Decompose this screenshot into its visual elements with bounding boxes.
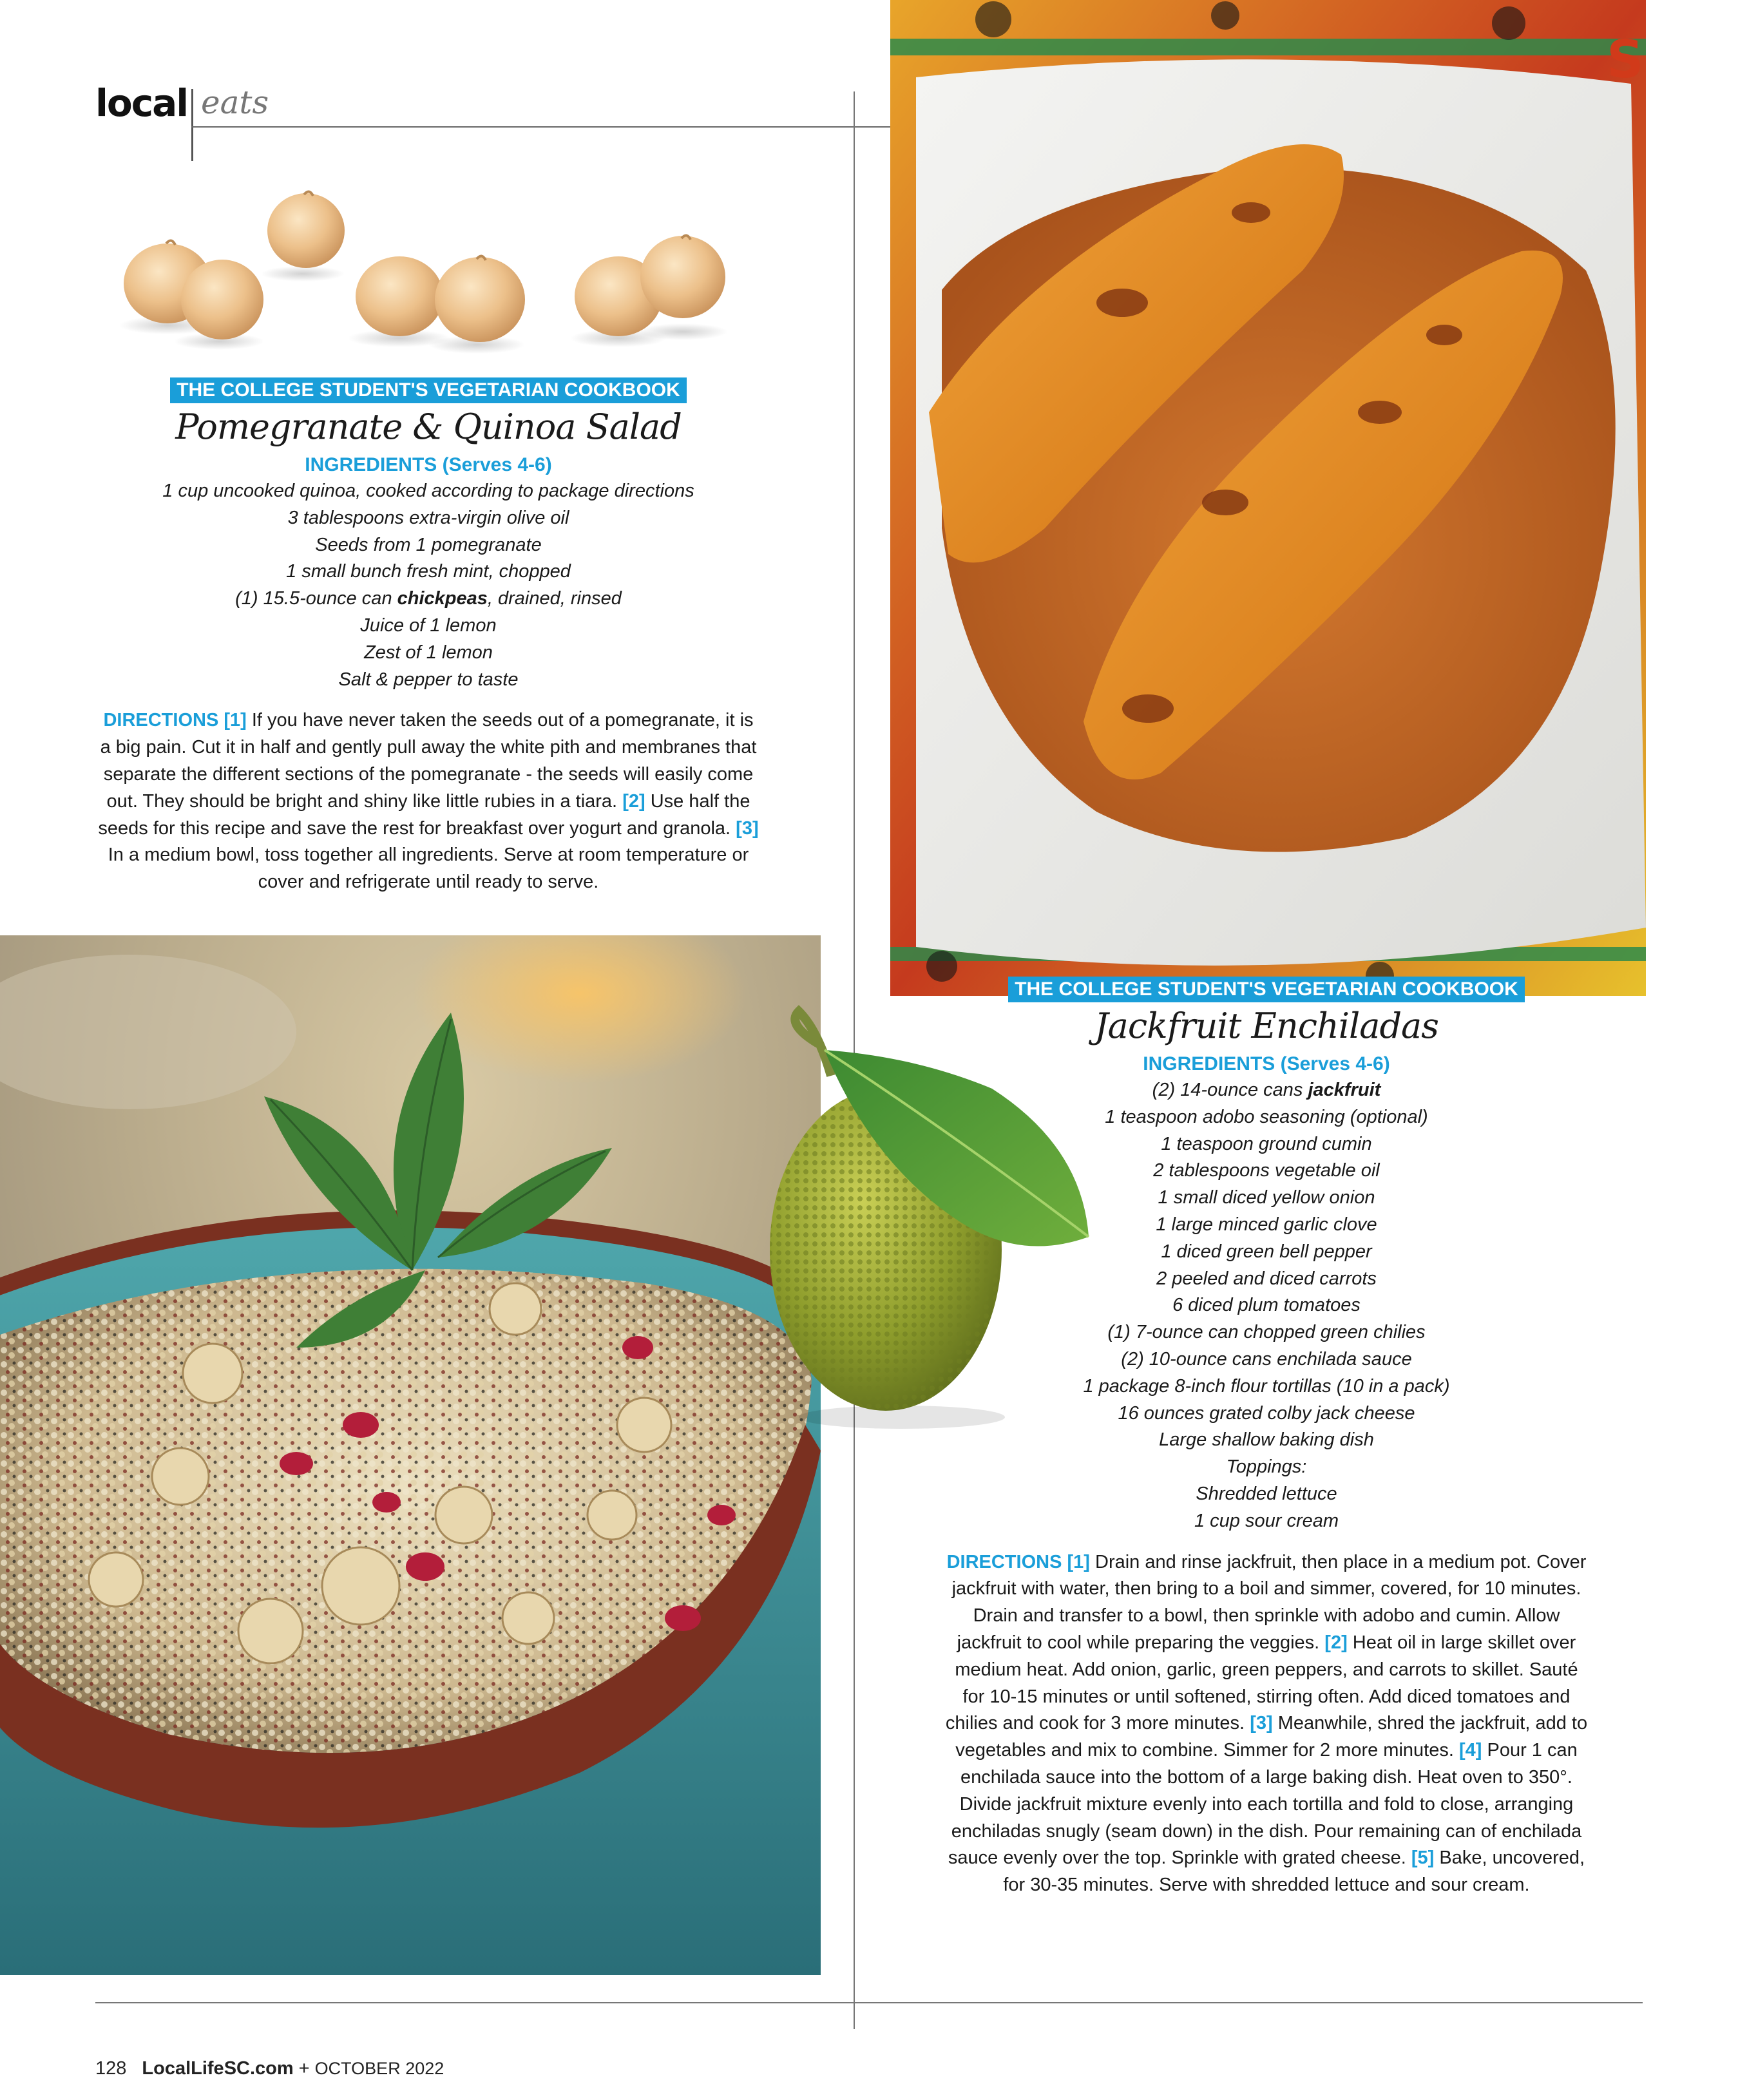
ingredient-text: (2) 14-ounce cans bbox=[1152, 1080, 1308, 1100]
ingredient-item: Toppings: bbox=[1226, 1456, 1307, 1478]
ingredient-item: 3 tablespoons extra-virgin olive oil bbox=[287, 507, 569, 528]
recipe-source-tag: THE COLLEGE STUDENT'S VEGETARIAN COOKBOOK bbox=[1008, 977, 1525, 1002]
recipe-source-tag: THE COLLEGE STUDENT'S VEGETARIAN COOKBOOK bbox=[170, 377, 687, 403]
ingredient-item: 1 cup sour cream bbox=[1194, 1510, 1339, 1531]
ingredient-item: 1 teaspoon adobo seasoning (optional) bbox=[1105, 1106, 1428, 1127]
ingredient-item: 6 diced plum tomatoes bbox=[1172, 1295, 1361, 1316]
directions bbox=[944, 1549, 1589, 1899]
directions-label: DIRECTIONS bbox=[103, 710, 219, 731]
chickpeas-illustration bbox=[116, 180, 773, 367]
step-number: [3] bbox=[736, 817, 759, 839]
ingredient-item: 2 peeled and diced carrots bbox=[1156, 1268, 1377, 1289]
ingredients-list bbox=[97, 478, 760, 693]
ingredient-item: 1 diced green bell pepper bbox=[1161, 1241, 1372, 1262]
recipe-title: Pomegranate & Quinoa Salad bbox=[175, 406, 682, 447]
enchiladas-photo bbox=[890, 0, 1646, 996]
step-text: If you have never taken the seeds out of a pomegranate, it is a big pain. Cut it in half and gently pull away the white pith and membranes that separate the different sections of the pomegranate - the seeds will easily come out. They should be bright and shiny like little rubies in a tiara. bbox=[100, 710, 757, 812]
section-name: local bbox=[95, 81, 188, 125]
site-link[interactable]: LocalLifeSC.com bbox=[142, 2058, 294, 2079]
recipe-title: Jackfruit Enchiladas bbox=[1094, 1006, 1438, 1046]
recipe-pomegranate-quinoa bbox=[97, 377, 760, 896]
ingredient-item: Seeds from 1 pomegranate bbox=[315, 534, 542, 555]
step-text: Meanwhile, shred the jackfruit, add to vegetables and mix to combine. Simmer for 2 more minutes. bbox=[955, 1713, 1588, 1761]
ingredients-heading: INGREDIENTS (Serves 4-6) bbox=[1143, 1053, 1390, 1074]
ingredient-item: Zest of 1 lemon bbox=[364, 642, 493, 663]
issue-date: OCTOBER 2022 bbox=[314, 2059, 444, 2078]
ingredient-text: (1) 15.5-ounce can bbox=[235, 588, 397, 609]
ingredients-list bbox=[944, 1077, 1589, 1535]
header-rule bbox=[191, 126, 893, 128]
svg-text:S: S bbox=[1607, 30, 1644, 90]
step-number: [4] bbox=[1458, 1740, 1482, 1761]
header-divider bbox=[191, 89, 193, 161]
footer-rule bbox=[95, 2002, 1643, 2003]
ingredient-highlight: chickpeas bbox=[397, 588, 488, 609]
ingredient-item bbox=[944, 1077, 1589, 1104]
footer-separator: + bbox=[298, 2058, 310, 2079]
ingredient-item: (1) 7-ounce can chopped green chilies bbox=[1107, 1322, 1426, 1343]
step-text: Heat oil in large skillet over medium heat. Add onion, garlic, green peppers, and carrots to skillet. Sauté for 10-15 minutes or until softened, stirring often. Add diced tomatoes and chilies and cook for 3 more minutes. bbox=[945, 1632, 1578, 1734]
ingredient-item: Shredded lettuce bbox=[1196, 1483, 1337, 1504]
ingredient-item: 16 ounces grated colby jack cheese bbox=[1118, 1402, 1415, 1424]
page-footer bbox=[95, 2058, 444, 2079]
step-number: [2] bbox=[622, 790, 645, 812]
ingredient-highlight: jackfruit bbox=[1308, 1080, 1381, 1100]
ingredients-heading: INGREDIENTS (Serves 4-6) bbox=[305, 454, 552, 475]
step-number: [1] bbox=[1067, 1551, 1090, 1572]
step-text: Drain and rinse jackfruit, then place in a medium pot. Cover jackfruit with water, then bring to a boil and simmer, covered, for 10 minutes. Drain and transfer to a bowl, then sprinkle with adobo and cumin. Allow jackfruit to cool while preparing the veggies. bbox=[951, 1551, 1587, 1653]
ingredient-item: (2) 10-ounce cans enchilada sauce bbox=[1121, 1348, 1412, 1370]
step-text: Bake, uncovered, for 30-35 minutes. Serve with shredded lettuce and sour cream. bbox=[1003, 1847, 1585, 1896]
ingredient-item bbox=[97, 586, 760, 613]
ingredient-item: 1 cup uncooked quinoa, cooked according to package directions bbox=[162, 481, 694, 501]
directions-label: DIRECTIONS bbox=[946, 1551, 1062, 1572]
ingredient-item: 1 teaspoon ground cumin bbox=[1161, 1133, 1372, 1154]
ingredient-item: Large shallow baking dish bbox=[1159, 1429, 1374, 1451]
recipe-jackfruit-enchiladas bbox=[944, 977, 1589, 1899]
ingredient-item: 1 package 8-inch flour tortillas (10 in a pack) bbox=[1083, 1375, 1450, 1397]
directions bbox=[97, 707, 760, 896]
ingredient-text: , drained, rinsed bbox=[487, 588, 622, 609]
quinoa-salad-photo bbox=[0, 935, 821, 1975]
step-text: Pour 1 can enchilada sauce into the bottom of a large baking dish. Heat oven to 350°. Divide jackfruit mixture evenly into each tortilla and fold to close, arranging enchiladas snugly (seam down) in the dish. Pour remaining can of enchilada sauce evenly over the top. Sprinkle with grated cheese. bbox=[948, 1740, 1582, 1869]
ingredient-item: 1 small bunch fresh mint, chopped bbox=[286, 561, 571, 582]
step-number: [3] bbox=[1250, 1713, 1273, 1734]
ingredient-item: 2 tablespoons vegetable oil bbox=[1153, 1160, 1380, 1181]
page-number: 128 bbox=[95, 2058, 127, 2079]
step-text: Use half the seeds for this recipe and save the rest for breakfast over yogurt and granola. bbox=[98, 790, 750, 839]
ingredient-item: Salt & pepper to taste bbox=[338, 669, 519, 690]
ingredient-item: 1 large minced garlic clove bbox=[1156, 1214, 1377, 1235]
step-number: [5] bbox=[1411, 1847, 1435, 1869]
step-number: [2] bbox=[1324, 1632, 1348, 1653]
ingredient-item: 1 small diced yellow onion bbox=[1158, 1187, 1375, 1208]
subsection-name: eats bbox=[201, 84, 269, 121]
step-number: [1] bbox=[224, 710, 247, 731]
ingredient-item: Juice of 1 lemon bbox=[360, 615, 497, 636]
step-text: In a medium bowl, toss together all ingredients. Serve at room temperature or cover and refrigerate until ready to serve. bbox=[108, 845, 749, 893]
